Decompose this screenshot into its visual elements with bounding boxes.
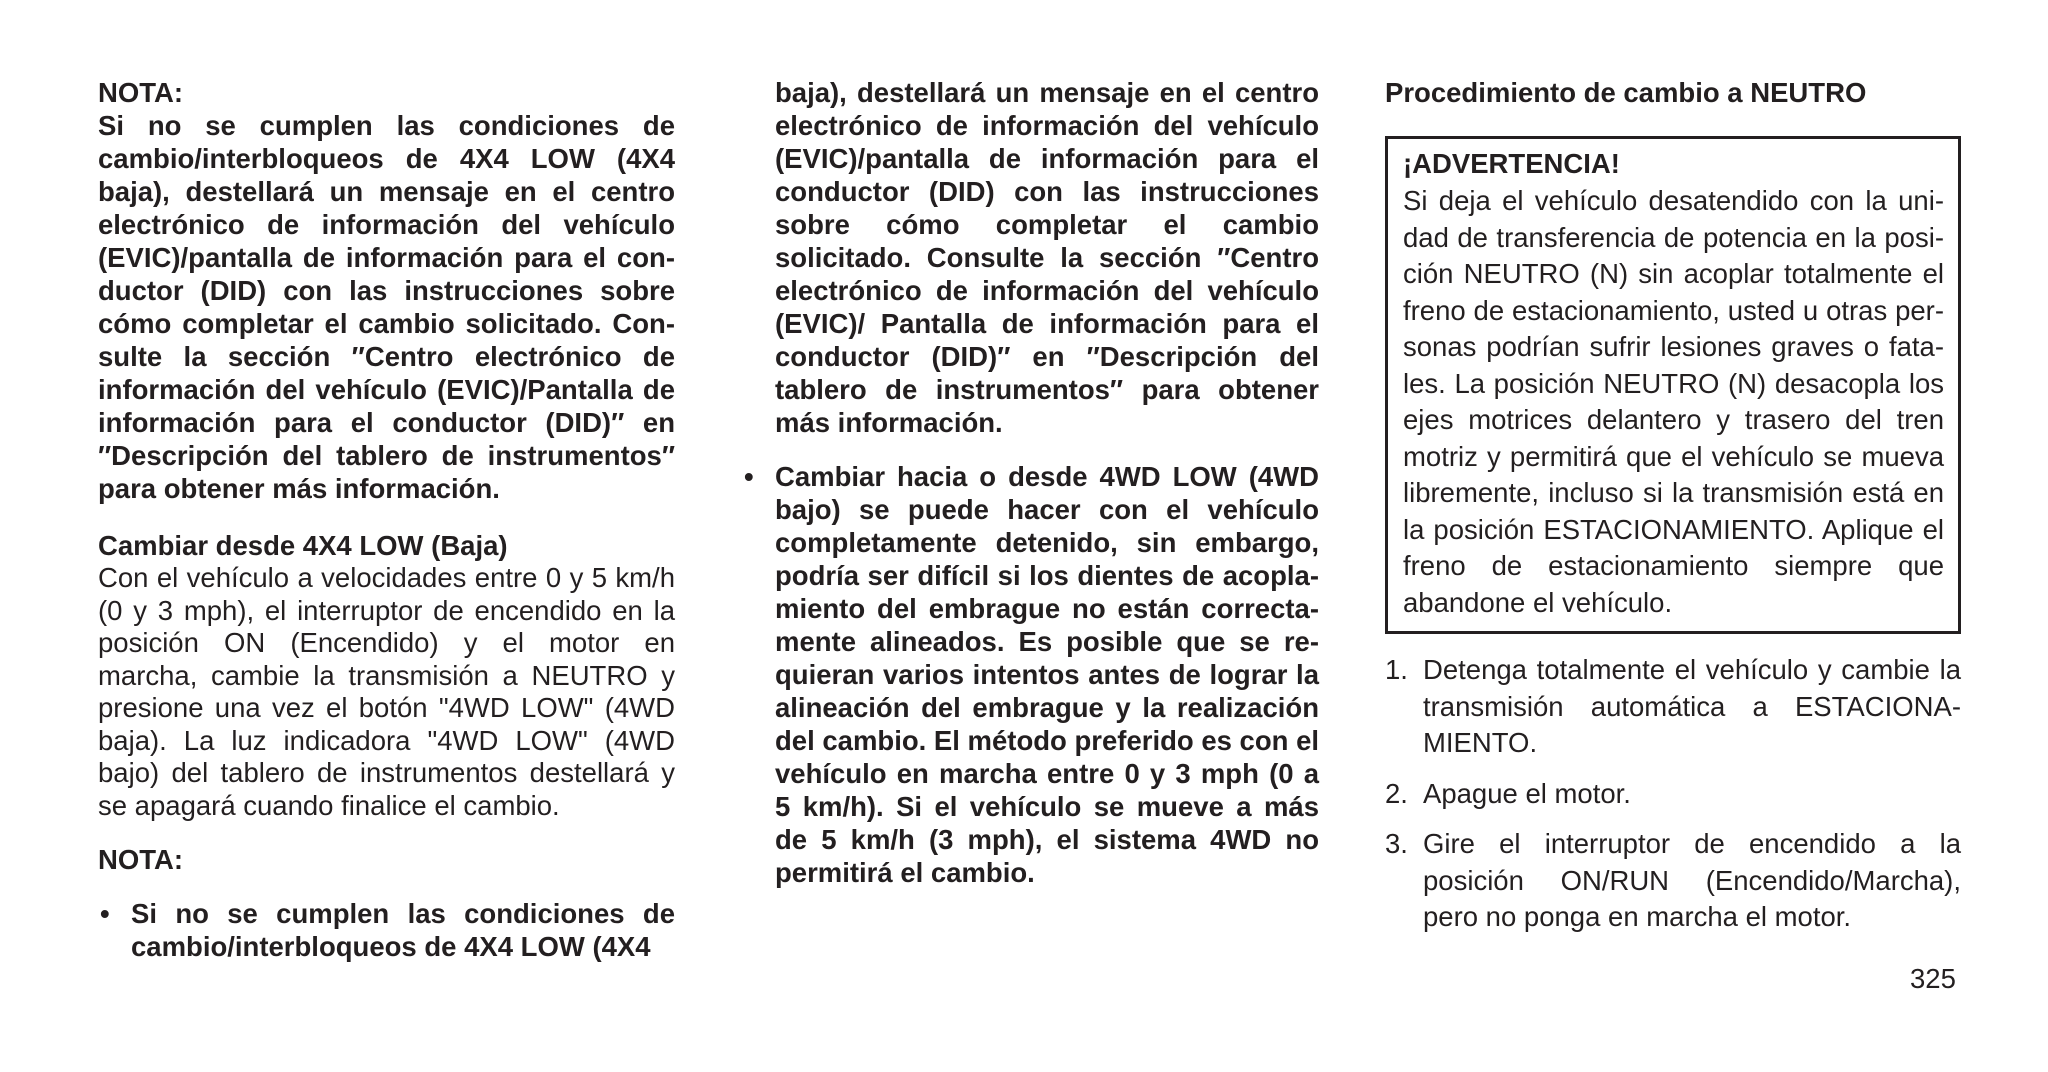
step-number: 1. bbox=[1385, 654, 1408, 685]
section-paragraph: Con el vehículo a velocidades entre 0 y 5 km/h (0 y 3 mph), el interruptor de encendido en la posición ON (Encendido) y el motor en marcha, cambie la transmisión a NEUTRO y presione una vez el botón "4WD LOW" (4WD baja). La luz indicadora "4WD LOW" (4WD bajo) del tablero de instrumentos destellará y se apagará cuando finalice el cambio. bbox=[98, 562, 675, 821]
list-item bbox=[1385, 826, 1961, 936]
step-number: 2. bbox=[1385, 777, 1408, 809]
step-text: Detenga totalmente el vehículo y cambie la transmisión automática a ESTACIONAMIENTO. bbox=[1423, 654, 1961, 758]
list-item bbox=[98, 897, 675, 963]
bullet-list bbox=[744, 460, 1320, 889]
right-column bbox=[1385, 76, 1961, 936]
list-item bbox=[1385, 652, 1961, 762]
bullet-text: Cambiar hacia o desde 4WD LOW (4WD bajo) se puede hacer con el vehículo completamente detenido, sin embargo, podría ser difícil si los dientes de acoplamiento del embrague no están correctamente alineados. Es posible que se requieran varios intentos antes de lograr la alineación del embrague y la realización del cambio. El método preferido es con el vehículo en marcha entre 0 y 3 mph (0 a 5 km/h). Si el vehículo se mueve a más de 5 km/h (3 mph), el sistema 4WD no permitirá el cambio. bbox=[775, 461, 1320, 888]
note-text: Si no se cumplen las condiciones de cambio/interbloqueos de 4X4 LOW (4X4 baja), destellará un mensaje en el centro electrónico de información del vehículo (EVIC)/pantalla de información para el conductor (DID) con las instrucciones sobre cómo completar el cambio solicitado. Consulte la sección ″Centro electrónico de información del vehículo (EVIC)/Pantalla de información para el conductor (DID)″ en ″Descripción del tablero de instrumentos″ para obtener más información. bbox=[98, 110, 675, 504]
bullet-list bbox=[98, 897, 675, 963]
warning-title: ¡ADVERTENCIA! bbox=[1403, 148, 1620, 179]
bullet-icon: • bbox=[744, 461, 754, 492]
steps-list bbox=[1385, 652, 1961, 936]
page-number: 325 bbox=[1910, 963, 1956, 994]
left-column bbox=[98, 76, 675, 963]
step-text: Gire el interruptor de encendido a la posición ON/RUN (Encendido/Marcha), pero no ponga en marcha el motor. bbox=[1423, 828, 1961, 932]
note-title: NOTA: bbox=[98, 844, 184, 875]
step-number: 3. bbox=[1385, 828, 1408, 859]
warning-box bbox=[1385, 136, 1961, 634]
section-heading: Cambiar desde 4X4 LOW (Baja) bbox=[98, 530, 508, 561]
step-text: Apague el motor. bbox=[1423, 777, 1631, 809]
bullet-text: Si no se cumplen las condiciones de cambio/interbloqueos de 4X4 LOW (4X4 bbox=[131, 898, 675, 962]
note-title: NOTA: bbox=[98, 77, 184, 108]
middle-column bbox=[744, 76, 1320, 889]
bullet-icon: • bbox=[100, 898, 110, 929]
list-item bbox=[742, 460, 1319, 889]
bullet-continuation: baja), destellará un mensaje en el centro electrónico de información del vehículo (EVIC)/pantalla de información para el conductor (DID) con las instrucciones sobre cómo completar el cambio solicitado. Consulte la sección ″Centro electrónico de información del vehículo (EVIC)/ Pantalla de información para el conductor (DID)″ en ″Descripción del tablero de instrumentos″ para obtener más información. bbox=[775, 77, 1319, 438]
section-heading: Procedimiento de cambio a NEUTRO bbox=[1385, 77, 1867, 108]
list-item bbox=[1385, 776, 1961, 813]
warning-text: Si deja el vehículo desatendido con la unidad de transferencia de potencia en la posición NEUTRO (N) sin acoplar totalmente el freno de estacionamiento, usted u otras personas podrían sufrir lesiones graves o fatales. La posición NEUTRO (N) desacopla los ejes motrices delantero y trasero del tren motriz y permitirá que el vehículo se mueva libremente, incluso si la transmisión está en la posición ESTACIONAMIENTO. Aplique el freno de estacionamiento siempre que abandone el vehículo. bbox=[1403, 185, 1944, 618]
